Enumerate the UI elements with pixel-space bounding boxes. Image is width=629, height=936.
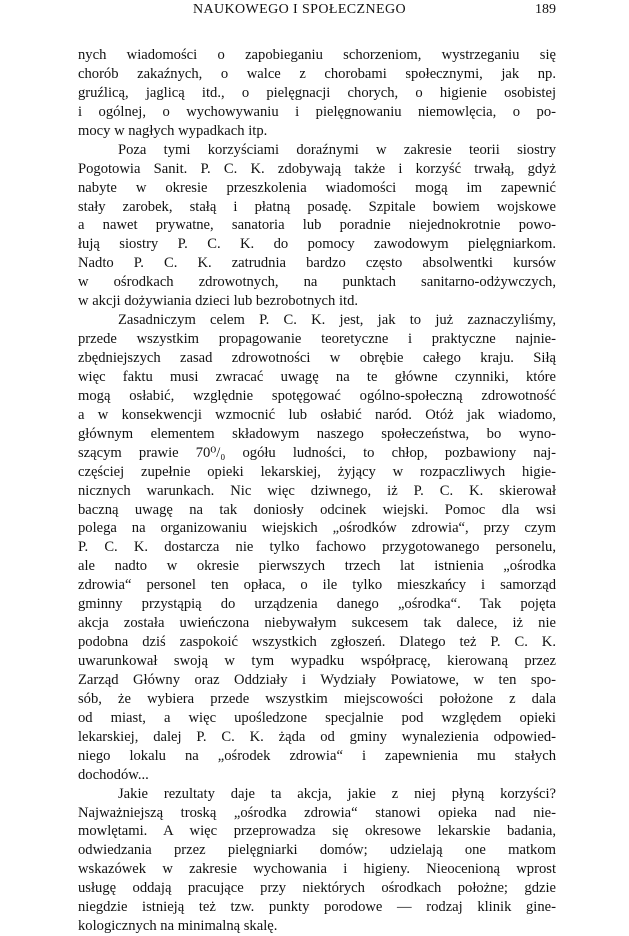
text-line: mowlętami. A więc przeprowadza się okresowe lekarskie badania, xyxy=(78,823,556,840)
text-line: nicznych warunkach. Nic więc dziwnego, iż P. C. K. skierował xyxy=(78,482,556,499)
text-line: wskazówek w zakresie wychowania i higieny. Nieocenioną wprost xyxy=(78,861,556,878)
text-line: sób, że wybiera przede wszystkim miejscowości położone z dala xyxy=(78,690,556,707)
body-text xyxy=(78,46,556,936)
text-line: szącym prawie 70⁰/₀ ogółu ludności, to chłop, pozbawiony naj- xyxy=(78,444,556,461)
text-line: i ogólnej, o wychowywaniu i pielęgnowaniu niemowlęcia, o po- xyxy=(78,103,556,120)
text-line: odwiedzania przez pielęgniarki domów; udzielają one matkom xyxy=(78,842,556,859)
text-line: Zarząd Główny oraz Oddziały i Wydziały Powiatowe, w ten spo- xyxy=(78,671,556,688)
page-number: 189 xyxy=(535,2,556,17)
text-line: a w konsekwencji wzmocnić lub osłabić naród. Otóż jak wiadomo, xyxy=(78,406,556,423)
text-line: więc faktu musi zwracać uwagę na te główne czynniki, które xyxy=(78,368,556,385)
text-line: podobna dziś zaspokoić wszystkich zgłoszeń. Dlatego też P. C. K. xyxy=(78,634,556,651)
text-line: zbędniejszych zasad zdrowotności w obrębie całego kraju. Siłą xyxy=(78,350,556,366)
text-line: dochodów... xyxy=(78,766,149,783)
text-line: w ośrodkach zdrowotnych, na punktach sanitarno-odżywczych, xyxy=(78,274,556,291)
text-line: mocy w nagłych wypadkach itp. xyxy=(78,122,268,139)
text-line: nabyte w okresie przeszkolenia wiadomości mogą im zapewnić xyxy=(78,179,556,196)
text-line: Jakie rezultaty daje ta akcja, jakie z niej płyną korzyści? xyxy=(118,785,556,802)
text-line: głównym elementem składowym naszego społeczeństwa, bo wyno- xyxy=(78,425,556,442)
text-line: Pogotowia Sanit. P. C. K. zdobywają także i korzyść trwałą, gdyż xyxy=(78,160,556,177)
text-line: niego lokalu na „ośrodek zdrowia“ i zapewnienia mu stałych xyxy=(78,747,556,764)
text-line: baczną uwagę na tak doniosły odcinek wiejski. Pomoc dla wsi xyxy=(78,501,556,518)
text-line: Zasadniczym celem P. C. K. jest, jak to już zaznaczyliśmy, xyxy=(118,312,556,329)
text-line: częściej zupełnie opieki lekarskiej, żyjący w rozpaczliwych higie- xyxy=(78,463,556,480)
text-line: kologicznych na minimalną skalę. xyxy=(78,918,278,935)
text-line: łują siostry P. C. K. do pomocy zawodowym pielęgniarkom. xyxy=(78,236,556,253)
text-line: od miast, a więc upośledzone specjalnie pod względem opieki xyxy=(78,709,556,726)
text-line: Poza tymi korzyściami doraźnymi w zakresie teorii siostry xyxy=(118,141,556,158)
text-line: gminny przystąpią do urządzenia danego „ośrodka“. Tak pojęta xyxy=(78,596,556,613)
page-header xyxy=(78,2,556,24)
text-line: ale nadto w okresie pierwszych trzech lat istnienia „ośrodka xyxy=(78,558,556,575)
text-line: stały zarobek, stałą i płatną posadę. Szpitale bowiem wojskowe xyxy=(78,198,556,215)
text-line: gruźlicą, jaglicą itd., o pielęgnacji chorych, o higienie osobistej xyxy=(78,84,556,101)
text-line: uwarunkował swoją w tym wypadku współpracę, kierowaną przez xyxy=(78,653,556,669)
text-line: zdrowia“ personel ten opłaca, o ile tylko mieszkańcy i samorząd xyxy=(78,577,556,594)
text-line: nych wiadomości o zapobieganiu schorzeniom, wystrzeganiu się xyxy=(78,47,556,63)
text-line: mogą osłabić, względnie spotęgować ogólno-społeczną zdrowotność xyxy=(78,387,556,404)
running-title: NAUKOWEGO I SPOŁECZNEGO xyxy=(193,2,406,17)
text-line: Nadto P. C. K. zatrudnia bardzo często absolwentki kursów xyxy=(78,255,556,272)
text-line: a nawet prywatne, sanatoria lub poradnie niejednokrotnie powo- xyxy=(78,217,556,234)
text-line: Najważniejszą troską „ośrodka zdrowia“ stanowi opieka nad nie- xyxy=(78,804,556,821)
text-line: w akcji dożywiania dzieci lub bezrobotnych itd. xyxy=(78,293,359,310)
text-line: akcja została uwieńczona niebywałym sukcesem tak dalece, iż nie xyxy=(78,615,556,632)
text-line: niegdzie istnieją też tzw. punkty porodowe — rodzaj klinik gine- xyxy=(78,899,556,916)
text-line: lekarskiej, dalej P. C. K. żąda od gminy wynalezienia odpowied- xyxy=(78,728,556,745)
text-line: chorób zakaźnych, o walce z chorobami społecznymi, jak np. xyxy=(78,65,556,82)
text-line: P. C. K. dostarcza nie tylko fachowo przygotowanego personelu, xyxy=(78,539,556,556)
text-line: usługę oddają pracujące przy niektórych ośrodkach położne; gdzie xyxy=(78,880,556,897)
text-line: przede wszystkim propagowanie teoretyczne i praktyczne najnie- xyxy=(78,331,556,348)
text-line: polega na organizowaniu wiejskich „ośrodków zdrowia“, przy czym xyxy=(78,520,556,537)
